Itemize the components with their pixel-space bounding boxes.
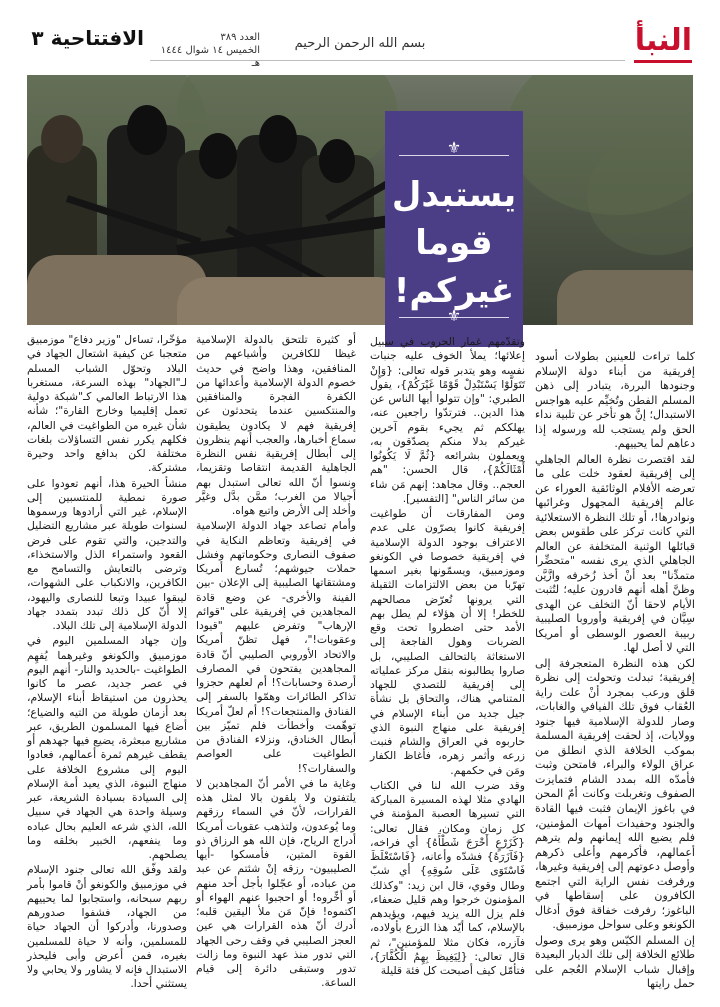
section-title: الافتتاحية ٣ <box>31 26 144 50</box>
paragraph: لكن هذه النظرة المتعجرفة إلى إفريقية؛ تبدلت وتحولت إلى نظرة قلق ورعب بمجرد أنْ علت راية العُقاب فوق تلك الفيافي والغابات، وصار للدولة الإسلامية فيها جنود وولايات، إذ لحقت إفريقية المسلمة بموكب الخلافة الذي انطلق من عراق الولاء والبراء، فامتحن وثبت فأمدّه الله بمدد الشام فتمايزت الصفوف وتغربلت وكانت أمّ المحن في باغوز الإيمان فثبت فيها القادة والجنود وحفيدات أمهات المؤمنين، فلم يضيع الله إيمانهم ولم يترهم أعمالهم، فأكرمهم وأعلى ذكرهم وأوصل دعوتهم إلى إفريقية وغيرها، ورفرفت نفس الراية التي اجتمع الكافرون على إسقاطها في الباغوز؛ رفرفت خفاقة فوق أدغال الكونغو وعلى سواحل موزمبيق. <box>535 656 695 932</box>
article-column-4 <box>27 333 187 993</box>
paragraph: أو كثيرة تلتحق بالدولة الإسلامية غيظا للكافرين وأشياعهم من المنافقين، وهذا واضح في حديث خصوم الدولة الإسلامية وأعدائها من الكفرة الفجرة والمنافقين والمنتكسين عندما يتحدثون عن إفريقية فهم لا يكادون يطيقون سماع أخبارها، والعجب أنهم ينظرون إلى أبطال إفريقية نفس النظرة الجاهلية القديمة انتقاصا وتقزيما، ونسوا أنّ الله تعالى استبدل بهم أجيالا من الغرب؛ ممَّن بدَّل وغيَّر وأخلد إلى الأرض واتبع هواه. <box>196 333 356 517</box>
paragraph: وإن جهاد المسلمين اليوم في موزمبيق والكونغو وغيرهما يُفهِم الطواغيت -بالحديد والنار- أنهم اليوم في عصر جديد، عصر ما كانوا يحذرون من استيقاظ أبناء الإسلام، بعد أزمان طويلة من التيه والضياع؛ أضاع فيها المسلمون الطريق، عبر مشاريع مبعثرة، يضيع فيها جهدهم أو يقطف غيرهم ثمرة أعمالهم، فعادوا اليوم إلى مشروع الخلافة على منهاج النبوة، الذي يعيد أمة الإسلام إلى السيادة بسيادة الشريعة، عبر وسيلة واحدة هي الجهاد في سبيل الله، الذي شرعه العليم بحال عباده وما ينفعهم، الخبير بخلقه وما يصلحهم. <box>27 634 187 861</box>
paragraph: ومن المفارقات أن طواغيت إفريقية كانوا يصرّون على عدم الاعتراف بوجود الدولة الإسلامية في إفريقية خصوصا في الكونغو وموزمبيق، ويسمّونها بغير اسمها تهرّبا من بعض الالتزامات الثقيلة التي يرونها تُعرّض مصالحهم للخطر! إلا أن هؤلاء لم يطل بهم الأمد حتى اضطروا تحت وقع الضربات وهول الفاجعة إلى الاستغاثة بالتحالف الصليبي، بل صاروا يطالبونه بنقل مركز عملياته إلى إفريقية للتصدي للجهاد المتنامي هناك، والتحاق بل نشأة جيل جديد من أبناء الإسلام في إفريقية على منهاج النبوة الذي حاربوه في العراق والشام فنبت زرعه وأثمر زهره، فأغاظ الكفار ومَن في حكمهم. <box>370 507 525 777</box>
paragraph: مؤخّرا، تساءل "وزير دفاع" موزمبيق متعجبا عن كيفية اشتعال الجهاد في البلاد وتحوّل الشباب المسلم لـ"الجهاد" بهذه السرعة، مستغربا هذا الارتباط العالمي كـ"شبكة دولية تعمل إقليميا وخارج القارة"؛ شأنه شأن غيره من الطواغيت في العالم، فكلهم يكرر نفس التساؤلات بلغات مختلفة لكن بدافع واحد وحيرة مشتركة. <box>27 333 187 475</box>
fleur-de-lis-icon: ⚜ <box>446 306 462 325</box>
headline-panel <box>385 111 523 347</box>
paragraph: وتقدّمهم غمار الحروب في سبيل إعلائها؛ يملأ الخوف عليه جنبات نفسه وهو يتدبر قوله تعالى: {وَإِنْ تَتَوَلَّوْا يَسْتَبْدِلْ قَوْمًا غَيْرَكُمْ}، يقول الطبري: "وإن تتولوا أيها الناس عن هذا الدين.. فترتدّوا راجعين عنه، يهلككم ثم يجيء بقوم آخرين غيركم بدلا منكم يصدّقون به، ويعملون بشرائعه {ثُمَّ لَا يَكُونُوا أَمْثَالَكُمْ}، قال الحسن: "هم العجم.. وقال مجاهد: إنهم مَن شاء من سائر الناس" [التفسير]. <box>370 335 525 505</box>
hero-photo <box>27 75 693 325</box>
paragraph: منشأ الحيرة هذا، أنهم تعودوا على صورة نمطية للمنتسبين إلى الإسلام، غير التي أرادوها ورسموها لسنوات طويلة عبر مشاريع التضليل والتدجين، والتي تقوم على فرض القعود واستمراء الذل والاستخذاء، وترضى بالتعايش والتسامح مع الكافرين، والانكباب على الشهوات، ليبقوا عبيدا وتبعا للنصارى واليهود، إلا أنّ كل ذلك تبدد بتمدد جهاد الدولة الإسلامية إلى تلك البلاد. <box>27 476 187 632</box>
paragraph: وقد ضرب الله لنا في الكتاب الهادي مثلا لهذه المسيرة المباركة التي تسيرها العصبة المؤمنة في كل زمان ومكان، فقال تعالى: {كَزَرْعٍ أَخْرَجَ شَطْأَهُ} أي فراخه، {فَآزَرَهُ} فشدّه وأعانه، {فَاسْتَغْلَظَ فَاسْتَوَى عَلَى سُوقِهِ} أي شبّ وطال وقوي، قال ابن زيد: "وكذلك المؤمنون خرجوا وهم قليل ضعفاء، فلم يزل الله يزيد فيهم، ويؤيدهم بالإسلام، كما أيّد هذا الزرع بأولاده، فآزره، فكان مثلا للمؤمنين"، ثم قال تعالى: {لِيَغِيظَ بِهِمُ الْكُفَّارَ}، فتأمّل كيف أصبحت كل فئة قليلة <box>370 778 525 977</box>
logo-underline <box>634 60 692 63</box>
paragraph: وغاية ما في الأمر أنّ المجاهدين لا يلتفتون ولا يلقون بالا لمثل هذه القرارات، لأنّ في السماء رزقهم وما يُوعدون، ولتذهب عقوبات أمريكا أدراج الرياح، فإن الله هو الرزاق ذو القوة المتين، فأمسكوا -أيها الصليبيون- رزقه إنْ شئتم عن عبد من عباده، أو عجّلوا بأجل أحد منهم أو أخِّروه! أو احجبوا عنهم الهواء أو اكتموه! فإنّ مَن ملأ اليقين قلبه؛ أدرك أنّ هذه القرارات هي عين العجز الصليبي في وقف رحى الجهاد التي تدور منذ عهد النبوة وما زالت تدور وستبقى دائرة إلى قيام الساعة. <box>196 776 356 990</box>
article-column-1 <box>535 350 695 993</box>
issue-date: الخميس ١٤ شوال ١٤٤٤ هـ <box>160 45 260 69</box>
issue-number: العدد ٣٨٩ <box>220 32 260 43</box>
page-header <box>0 0 720 70</box>
paragraph: إن المسلم الكيّس وهو يرى وصول طلائع الخلافة إلى تلك الديار البعيدة وإقبال شباب الإسلام العُجم على حمل رايتها <box>535 933 695 991</box>
basmala: بسم الله الرحمن الرحيم <box>294 36 426 51</box>
fleur-de-lis-icon: ⚜ <box>446 138 462 157</box>
issue-info <box>150 31 260 70</box>
article-column-2 <box>370 335 525 979</box>
paragraph: كلما تراءت للعينين بطولات أسود إفريقية من أبناء دولة الإسلام وجنودها البررة، يتبادر إلى ذهن المسلم الفطن وتُخيِّم عليه هواجس الاستبدال؛ إنَّ هو تأخر عن تلبية نداء الحق ولم يستجب لله ورسوله إذا دعاهم لما يحييهم. <box>535 350 695 451</box>
paragraph: وأمام تصاعد جهاد الدولة الإسلامية في إفريقية وتعاظم النكاية في صفوف النصارى وحكوماتهم وفشل حملات جيوشهم؛ تُسارع أمريكا ومشتقاتها الصليبية إلى الإعلان -بين الفينة والأخرى- عن وضع قادة المجاهدين في إفريقية على "قوائم الإرهاب" وتفرض عليهم "قيودا وعقوبات!"، فهل تظنّ أمريكا والاتحاد الأوروبي الصليبي أنّ قادة المجاهدين يفتحون في المصارف أرصدة وحسابات؟! أم لعلهم حجزوا تذاكر الطائرات وهمّوا بالسفر إلى الفنادق والمنتجعات؟! أم لعلّ أمريكا توهّمت وأخطأت فلم تميّز بين أبطال الخنادق، ونزلاء الفنادق من الطواغيت على العواصم والسفارات؟! <box>196 519 356 775</box>
headline-title: يستبدل قوما غيركم! <box>391 175 517 311</box>
article-column-3 <box>196 333 356 992</box>
newspaper-logo: النبأ <box>634 23 692 58</box>
paragraph: لقد اقتصرت نظرة العالم الجاهلي إلى إفريقية لعقود خلت على ما تعرضه الأفلام الوثائقية العوراء عن عالم إفريقية المجهول وغرائبها ونوادرها!، أو تلك النظرة الاستعلائية التي كانت تركز على طقوس بعض قبائلها الوثنية المتخلفة عن العالم الجاهلي الذي يرى نفسه "متحضِّرا متمدِّنا" بعد أنْ أخذ زُخرفه وازَّيَّن وظنَّ أهله أنهم قادرون عليه؛ لتُثبت الأيام لاحقا أنّ التخلف عن الهدى سِيَّان في إفريقية وأوروبا الصليبية ربيبة العصور الوسطى أو أمريكا التي لا أصل لها. <box>535 452 695 655</box>
paragraph: ولقد وفّق الله تعالى جنود الإسلام في موزمبيق والكونغو أنْ قاموا بأمر ربهم سبحانه، واستجابوا لما يحييهم من الجهاد، فشفوا صدورهم وصدورنا، وأدركوا أن الجهاد حياة للمسلمين، وأنه لا حياة للمسلمين بغيره، فمن أعرض وأبى فليحذر الاستبدال فإنه لا يشاور ولا يحابي ولا يستثني أحدا. <box>27 863 187 991</box>
